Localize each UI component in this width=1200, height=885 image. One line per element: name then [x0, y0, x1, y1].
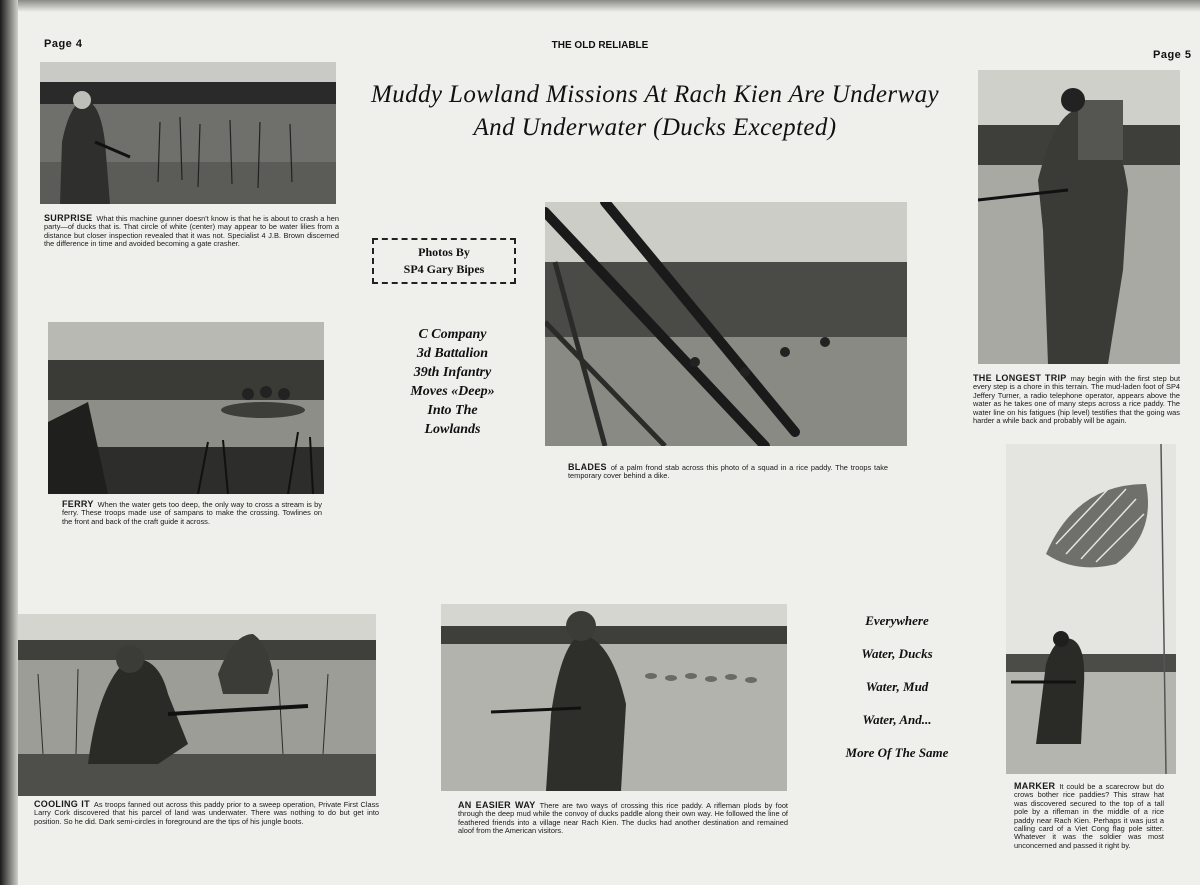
caption-longest-trip-text: may begin with the first step but every step is a chore in this terrain. The mud-laden foot of SP4 Jeffery Turner, a radio telephone operator, appears above the water as he takes one of many steps across a rice paddy. The water line on his fatigues (hip level) testifies that the going was harder a while back and probably will be again.	[973, 374, 1180, 426]
photo-cooling-it	[18, 614, 376, 796]
kicker-left-line: Moves «Deep»	[410, 384, 495, 399]
kicker-left-line: Into The	[427, 403, 478, 418]
caption-cooling-it-title: COOLING IT	[34, 799, 90, 809]
kicker-left-line: C Company	[418, 327, 487, 342]
kicker-right-line: More Of The Same	[845, 745, 949, 760]
kicker-left-line: 39th Infantry	[413, 365, 492, 380]
headline	[345, 78, 965, 144]
kicker-right	[812, 604, 982, 769]
page-shadow-top	[0, 0, 1200, 12]
headline-line-2: And Underwater (Ducks Excepted)	[473, 114, 837, 141]
caption-blades-title: BLADES	[568, 462, 607, 472]
caption-ferry-title: FERRY	[62, 499, 94, 509]
caption-surprise	[44, 214, 339, 249]
caption-ferry-text: When the water gets too deep, the only way to cross a stream is by ferry. These troops made use of sampans to make the crossing. Towlines on the front and back of the craft guide it across.	[62, 500, 322, 526]
kicker-left-line: 3d Battalion	[416, 346, 489, 361]
photo-credit-line-2: SP4 Gary Bipes	[403, 262, 485, 276]
headline-line-1: Muddy Lowland Missions At Rach Kien Are Underway	[370, 81, 939, 108]
caption-surprise-text: What this machine gunner doesn't know is that he is about to crash a hen party—of ducks that is. That circle of white (center) may appear to be water lilies from a distance but closer inspection revealed that it was not. Specialist 4 J.B. Brown discerned the difference in time and avoided becoming a gate crasher.	[44, 214, 339, 249]
caption-ferry	[62, 500, 322, 526]
kicker-right-line: Water, Ducks	[861, 646, 933, 661]
caption-cooling-it-text: As troops fanned out across this paddy prior to a sweep operation, Private First Class Larry Cork discovered that his parcel of land was underwater. There was nothing to do but get into position. So he did. Dark semi-circles in foreground are the tips of his jungle boots.	[34, 800, 380, 826]
kicker-left-line: Lowlands	[424, 422, 481, 437]
photo-blades	[545, 202, 907, 446]
caption-surprise-title: SURPRISE	[44, 213, 93, 223]
caption-marker	[1014, 782, 1164, 850]
page-shadow-left	[0, 0, 18, 885]
kicker-right-line: Water, And...	[862, 712, 932, 727]
caption-easier-way-text: There are two ways of crossing this rice paddy. A rifleman plods by foot through the deep mud while the convoy of ducks paddle along their own way. He followed the line of feathered friends into a village near Rach Kien. The ducks had another destination and remained aloof from the American visitors.	[458, 801, 788, 836]
photo-longest-trip	[978, 70, 1180, 364]
caption-marker-title: MARKER	[1014, 781, 1056, 791]
page-number-left: Page 4	[44, 38, 83, 50]
photo-surprise	[40, 62, 336, 204]
caption-blades	[568, 463, 888, 481]
kicker-right-line: Everywhere	[865, 613, 929, 628]
photo-credit-line-1: Photos By	[418, 245, 470, 259]
caption-blades-text: of a palm frond stab across this photo of a squad in a rice paddy. The troops take temporary cover behind a dike.	[568, 463, 888, 481]
photo-credit-box	[372, 238, 516, 284]
caption-longest-trip	[973, 374, 1180, 425]
caption-longest-trip-title: THE LONGEST TRIP	[973, 373, 1067, 383]
kicker-right-line: Water, Mud	[865, 679, 929, 694]
photo-ferry	[48, 322, 324, 494]
photo-marker	[1006, 444, 1176, 774]
photo-easier-way	[441, 604, 787, 791]
masthead: THE OLD RELIABLE	[551, 40, 649, 51]
caption-cooling-it	[34, 800, 379, 826]
kicker-left	[365, 325, 540, 439]
page-number-right: Page 5	[1153, 49, 1192, 61]
caption-marker-text: It could be a scarecrow but do crows bother rice paddies? This straw hat was discovered secured to the top of a tall pole by a rifleman in the middle of a rice paddy near Rach Kien. Perhaps it was just a calling card of a Viet Cong flag pole sitter. Whatever it was the soldier was most unconcerned and passed it right by.	[1014, 782, 1164, 850]
caption-easier-way-title: AN EASIER WAY	[458, 800, 536, 810]
caption-easier-way	[458, 801, 788, 836]
